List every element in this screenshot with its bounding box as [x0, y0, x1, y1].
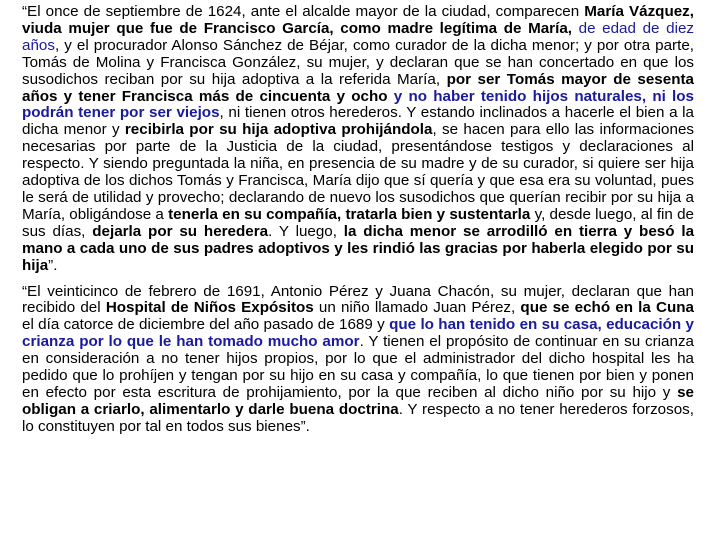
text-segment: . Y respecto a no tener herederos forzosos, lo constituyen por tal en todos sus bienes”.: [22, 400, 694, 435]
bold-segment: por ser Tomás mayor de sesenta años y tener Francisca más de cincuenta y ocho: [22, 70, 694, 105]
paragraph-1624-adoption: [22, 4, 694, 275]
text-segment: , ni tienen otros herederos. Y estando inclinados a hacerle el bien a la dicha menor y: [22, 104, 694, 139]
text-segment: “El once de septiembre de 1624, ante el alcalde mayor de la ciudad, comparecen: [22, 3, 585, 20]
text-segment: y, desde luego, al fin de sus días,: [22, 205, 694, 240]
text-segment: el día catorce de diciembre del año pasado de 1689 y: [22, 316, 390, 334]
bold-segment: que se echó en la Cuna: [520, 299, 694, 317]
text-segment: , y el procurador Alonso Sánchez de Béjar, como curador de la dicha menor; y por otra parte, Tomás de Molina y Francisca González, su mujer, y declaran que se han concertado en que los susodichos reciban por su hija adoptiva a la referida María,: [22, 36, 694, 88]
highlight-bold-segment: y no haber tenido hijos naturales, ni los podrán tener por ser viejos: [22, 87, 694, 122]
text-segment: un niño llamado Juan Pérez,: [313, 299, 521, 317]
bold-segment: María Vázquez, viuda mujer que fue de Francisco García, como madre legítima de María,: [22, 3, 694, 37]
bold-segment: dejarla por su heredera: [92, 222, 269, 240]
bold-segment: se obligan a criarlo, alimentarlo y darle buena doctrina: [22, 383, 694, 418]
bold-segment: tenerla en su compañía, tratarla bien y sustentarla: [168, 205, 531, 223]
paragraph-1691-adoption: [22, 284, 694, 436]
bold-segment: la dicha menor se arrodilló en tierra y besó la mano a cada uno de sus padres adoptivos y les rindió las gracias por haberla elegido por su hija: [22, 222, 695, 274]
bold-segment: Hospital de Niños Expósitos: [105, 299, 314, 317]
text-segment: ”.: [48, 256, 58, 274]
highlight-bold-segment: que lo han tenido en su casa, educación y crianza por lo que le han tomado mucho amor: [22, 316, 695, 351]
bold-segment: recibirla por su hija adoptiva prohijándola: [124, 121, 433, 139]
text-segment: . Y tienen el propósito de continuar en su crianza en consideración a no tener hijos propios, por lo que el administrador del dicho hospital les ha pedido que lo prohíjen y tengan por su hijo en su casa y compañía, lo que tienen por bien y ponen en efecto por esta escritura de prohijamiento, por la que reciben al dicho niño por su hijo y: [22, 333, 694, 401]
text-segment: “El veinticinco de febrero de 1691, Antonio Pérez y Juana Chacón, su mujer, declaran que han recibido del: [22, 282, 694, 317]
highlight-segment: de edad de diez años: [22, 19, 695, 54]
text-segment: , se hacen para ello las informaciones necesarias por parte de la Justicia de la ciudad, presentándose testigos y declaraciones al respecto. Y siendo preguntada la niña, en presencia de su madre y de su curador, si quiere ser hija adoptiva de los dichos Tomás y Francisca, María dijo que sí quería y que esa era su voluntad, pues le será de utilidad y provecho; declarando de nuevo los susodichos que querían recibir por su hija a María, obligándose a: [22, 121, 694, 223]
text-segment: . Y luego,: [268, 222, 344, 240]
